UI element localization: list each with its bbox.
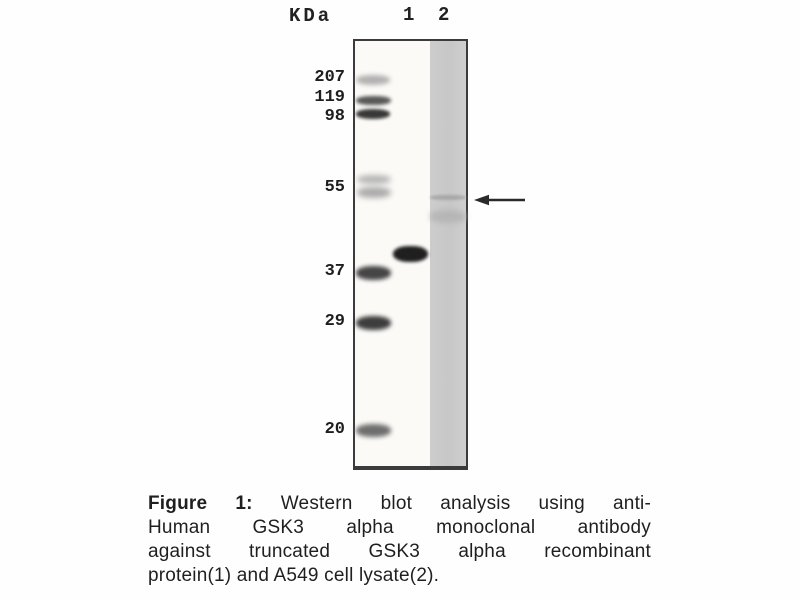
caption-line-3: against truncated GSK3 alpha recombinant xyxy=(148,541,651,562)
mw-label-98: 98 xyxy=(324,107,345,126)
ladder-band-55-lower xyxy=(357,187,391,198)
mw-label-37: 37 xyxy=(324,262,345,281)
ladder-band-55-upper xyxy=(357,175,391,184)
ladder-band-20 xyxy=(356,424,391,437)
ladder-band-37 xyxy=(356,266,391,280)
mw-label-29: 29 xyxy=(324,312,345,331)
lane-1-label: 1 xyxy=(403,4,415,26)
ladder-band-98 xyxy=(356,109,390,119)
lane-2-faint-smear xyxy=(430,210,466,223)
mw-label-55: 55 xyxy=(324,178,345,197)
left-pointing-arrow-icon xyxy=(473,191,527,214)
caption-line-1 xyxy=(148,492,651,516)
lane-2-detected-band xyxy=(430,195,466,200)
ladder-band-29 xyxy=(356,316,391,330)
mw-label-207: 207 xyxy=(314,68,345,87)
lane-2-strip xyxy=(430,41,466,466)
mw-label-119: 119 xyxy=(314,88,345,107)
caption-line-1-text: Western blot analysis using anti- xyxy=(280,493,652,514)
ladder-band-119 xyxy=(356,96,391,105)
kda-unit-label: KDa xyxy=(289,5,333,27)
western-blot-panel xyxy=(353,39,468,470)
caption-figure-number: Figure 1: xyxy=(148,493,253,514)
caption-line-4: protein(1) and A549 cell lysate(2). xyxy=(148,565,440,586)
caption-line-2: Human GSK3 alpha monoclonal antibody xyxy=(148,517,651,538)
lane-1-protein-band xyxy=(393,246,428,262)
lane-2-label: 2 xyxy=(438,4,450,26)
figure-caption xyxy=(148,492,651,588)
ladder-band-207 xyxy=(356,75,390,85)
mw-label-20: 20 xyxy=(324,420,345,439)
